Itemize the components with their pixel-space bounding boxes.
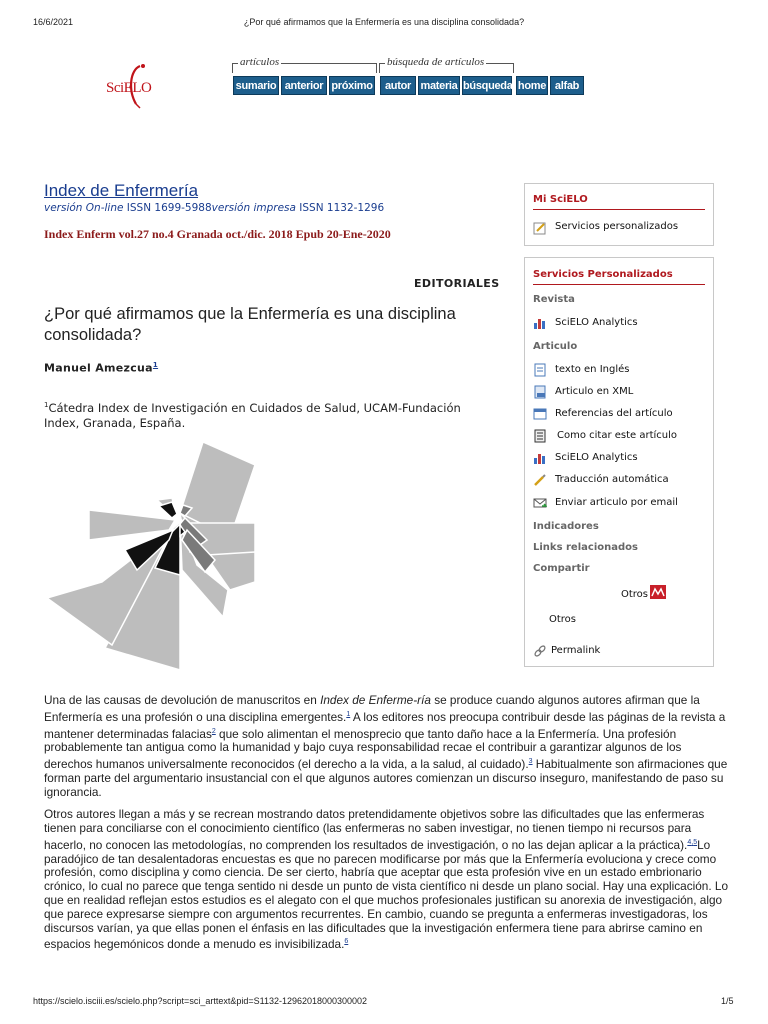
journal-title-link[interactable]: Index de Enfermería	[44, 181, 199, 200]
section-label: EDITORIALES	[414, 277, 500, 290]
share-otros-link-2[interactable]: Otros	[549, 614, 577, 625]
issn-online-label: versión On-line	[44, 202, 124, 214]
article-figure-image	[47, 440, 260, 670]
rose-diagram-figure	[47, 440, 260, 670]
p1-journal-name: Index de Enferme-ría	[320, 693, 431, 707]
share-more-icon[interactable]	[650, 585, 666, 599]
email-article-link[interactable]: Enviar articulo por email	[555, 497, 678, 508]
nav-home-button[interactable]: home	[516, 76, 548, 95]
category-revista: Revista	[533, 294, 575, 305]
services-rule	[533, 284, 705, 285]
p2-text-a: Otros autores llegan a más y se recrean mostrando datos pretendidamente objetivos sobre las dificultades que las enfermeras tienen para conciliarse con el conocimiento científico (las enfermeras no saben investigar, no tienen tiempo ni recursos para hacerlo, no conocen las metodologías, no comprenden los resultados de investigación, o no las dejan aplicar a la práctica).	[44, 807, 705, 852]
article-title: ¿Por qué afirmamos que la Enfermería es una disciplina consolidada?	[44, 305, 456, 344]
references-link[interactable]: Referencias del artículo	[555, 408, 673, 419]
affiliation-text: Cátedra Index de Investigación en Cuidados de Salud, UCAM-Fundación Index, Granada, España.	[44, 400, 461, 430]
nav-anterior-button[interactable]: anterior	[281, 76, 327, 95]
ref-separator: ,	[691, 838, 694, 846]
permalink-link[interactable]: Permalink	[551, 645, 601, 656]
nav-home-group	[516, 56, 586, 98]
issn-label-online: ISSN	[126, 202, 152, 214]
nav-sumario-button[interactable]: sumario	[233, 76, 279, 95]
services-heading: Servicios Personalizados	[533, 269, 673, 280]
print-url: https://scielo.isciii.es/scielo.php?script=sci_arttext&pid=S1132-12962018000300002	[33, 996, 368, 1006]
p2-text-b: Lo paradójico de tan desalentadoras encuestas es que no parecen modificarse por más que la Enfermería evoluciona y crece como profesión, como disciplina y como ciencia. De ser cierto, habría que aceptar que esta profesión vive en un estado embrionario crónico, lo cual no parece que tenga sentido ni desde un punto de vista científico ni desde un plano social. Hay una explicación. Lo que en realidad reflejan estos estudios es el alegato con el que muchos profesionales justifican su anorexia de investigación, algo que parece expresarse siempre con argumentos recurrentes. En cambio, cuando se pregunta a enfermeras investigadoras, los discursos varían, ya que ellas ponen el énfasis en las dificultades que la investigación enfermera tiene para abrirse camino en espacios hegemónicos donde a menudo es invisibilizada.	[44, 837, 729, 952]
article-author	[44, 361, 158, 375]
issn-print-label: versión impresa	[211, 202, 296, 214]
mi-scielo-box	[524, 183, 714, 246]
p1-text-c: A los editores nos preocupa contribuir desde las páginas de la revista a mantener determinadas falacias	[44, 709, 726, 741]
issn-online-value: 1699-5988	[154, 202, 212, 214]
author-name: Manuel Amezcua	[44, 361, 153, 375]
translate-pen-icon	[533, 473, 547, 487]
nav-alfab-button[interactable]: alfab	[550, 76, 584, 95]
email-envelope-icon	[533, 496, 547, 510]
article-body	[44, 694, 730, 961]
revista-analytics-link[interactable]: SciELO Analytics	[555, 317, 638, 328]
author-affiliation	[44, 398, 494, 431]
xml-article-link[interactable]: Articulo en XML	[555, 386, 634, 397]
auto-translation-link[interactable]: Traducción automática	[555, 474, 669, 485]
permalink-chain-icon	[533, 644, 547, 658]
affiliation-note: 1	[44, 401, 49, 409]
nav-search-group	[379, 56, 514, 98]
ref-link-2[interactable]: 2	[211, 727, 216, 735]
nav-search-label: búsqueda de artículos	[387, 56, 485, 68]
mi-scielo-rule	[533, 209, 705, 210]
body-paragraph-1	[44, 694, 730, 799]
nav-articles-label: artículos	[240, 56, 280, 68]
print-page-title: ¿Por qué afirmamos que la Enfermería es una disciplina consolidada?	[243, 17, 525, 27]
document-icon	[533, 363, 547, 377]
ref-link-6[interactable]: 6	[344, 938, 349, 946]
personal-services-icon	[533, 221, 547, 235]
category-links-relacionados[interactable]: Links relacionados	[533, 542, 638, 553]
p1-text-e: Habitualmente son afirmaciones que forman parte del argumentario insustancial con el que algunos autores comienzan un discurso inseguro, manifestando de paso su ignorancia.	[44, 756, 728, 799]
body-paragraph-2	[44, 808, 730, 952]
print-date: 16/6/2021	[33, 17, 74, 27]
ref-link-4[interactable]: 4	[687, 838, 692, 846]
author-note-link[interactable]: 1	[152, 361, 159, 369]
ref-link-1[interactable]: 1	[346, 710, 351, 718]
p1-text-a: Una de las causas de devolución de manuscritos en	[44, 693, 321, 707]
issue-line: Index Enferm vol.27 no.4 Granada oct./dic. 2018 Epub 20-Ene-2020	[44, 227, 391, 241]
scielo-logo[interactable]	[100, 60, 170, 110]
nav-materia-button[interactable]: materia	[418, 76, 460, 95]
xml-document-icon	[533, 385, 547, 399]
services-box	[524, 257, 714, 667]
nav-proximo-button[interactable]: próximo	[329, 76, 375, 95]
article-analytics-link[interactable]: SciELO Analytics	[555, 452, 638, 463]
issn-line	[44, 202, 384, 214]
nav-autor-button[interactable]: autor	[380, 76, 416, 95]
share-otros-link[interactable]: Otros	[621, 589, 649, 600]
nav-busqueda-button[interactable]: búsqueda	[462, 76, 512, 95]
personal-services-link[interactable]: Servicios personalizados	[555, 221, 679, 232]
references-icon	[533, 407, 547, 421]
ref-link-5[interactable]: 5	[693, 838, 698, 846]
analytics-chart-icon	[533, 451, 547, 465]
category-compartir: Compartir	[533, 563, 590, 574]
analytics-chart-icon	[533, 316, 547, 330]
issn-label-print: ISSN	[299, 202, 324, 214]
category-indicadores[interactable]: Indicadores	[533, 521, 599, 532]
scielo-logo-text: SciELO	[106, 80, 152, 96]
p1-text-b: se produce cuando algunos autores afirman que la Enfermería es una profesión o una disciplina emergentes.	[44, 693, 700, 724]
english-text-link[interactable]: texto en Inglés	[555, 364, 630, 375]
how-to-cite-link[interactable]: Como citar este artículo	[557, 430, 678, 441]
category-articulo: Articulo	[533, 341, 578, 352]
ref-link-3[interactable]: 3	[528, 758, 533, 766]
print-page-number: 1/5	[721, 996, 734, 1006]
nav-articles-group	[232, 56, 377, 98]
p1-text-d: que solo alimentan el menosprecio que tanto daño hace a la Enfermería. Una profesión probablemente tan antigua como la humanidad y bajo cuya responsabilidad recae el contribuir a garantizar algunos de los derechos humanos universalmente reconocidos (el derecho a la vida, a la salud, al cuidado).	[44, 726, 682, 771]
mi-scielo-heading: Mi SciELO	[533, 194, 588, 205]
issn-print-value: 1132-1296	[326, 202, 385, 214]
citation-icon	[533, 429, 547, 443]
